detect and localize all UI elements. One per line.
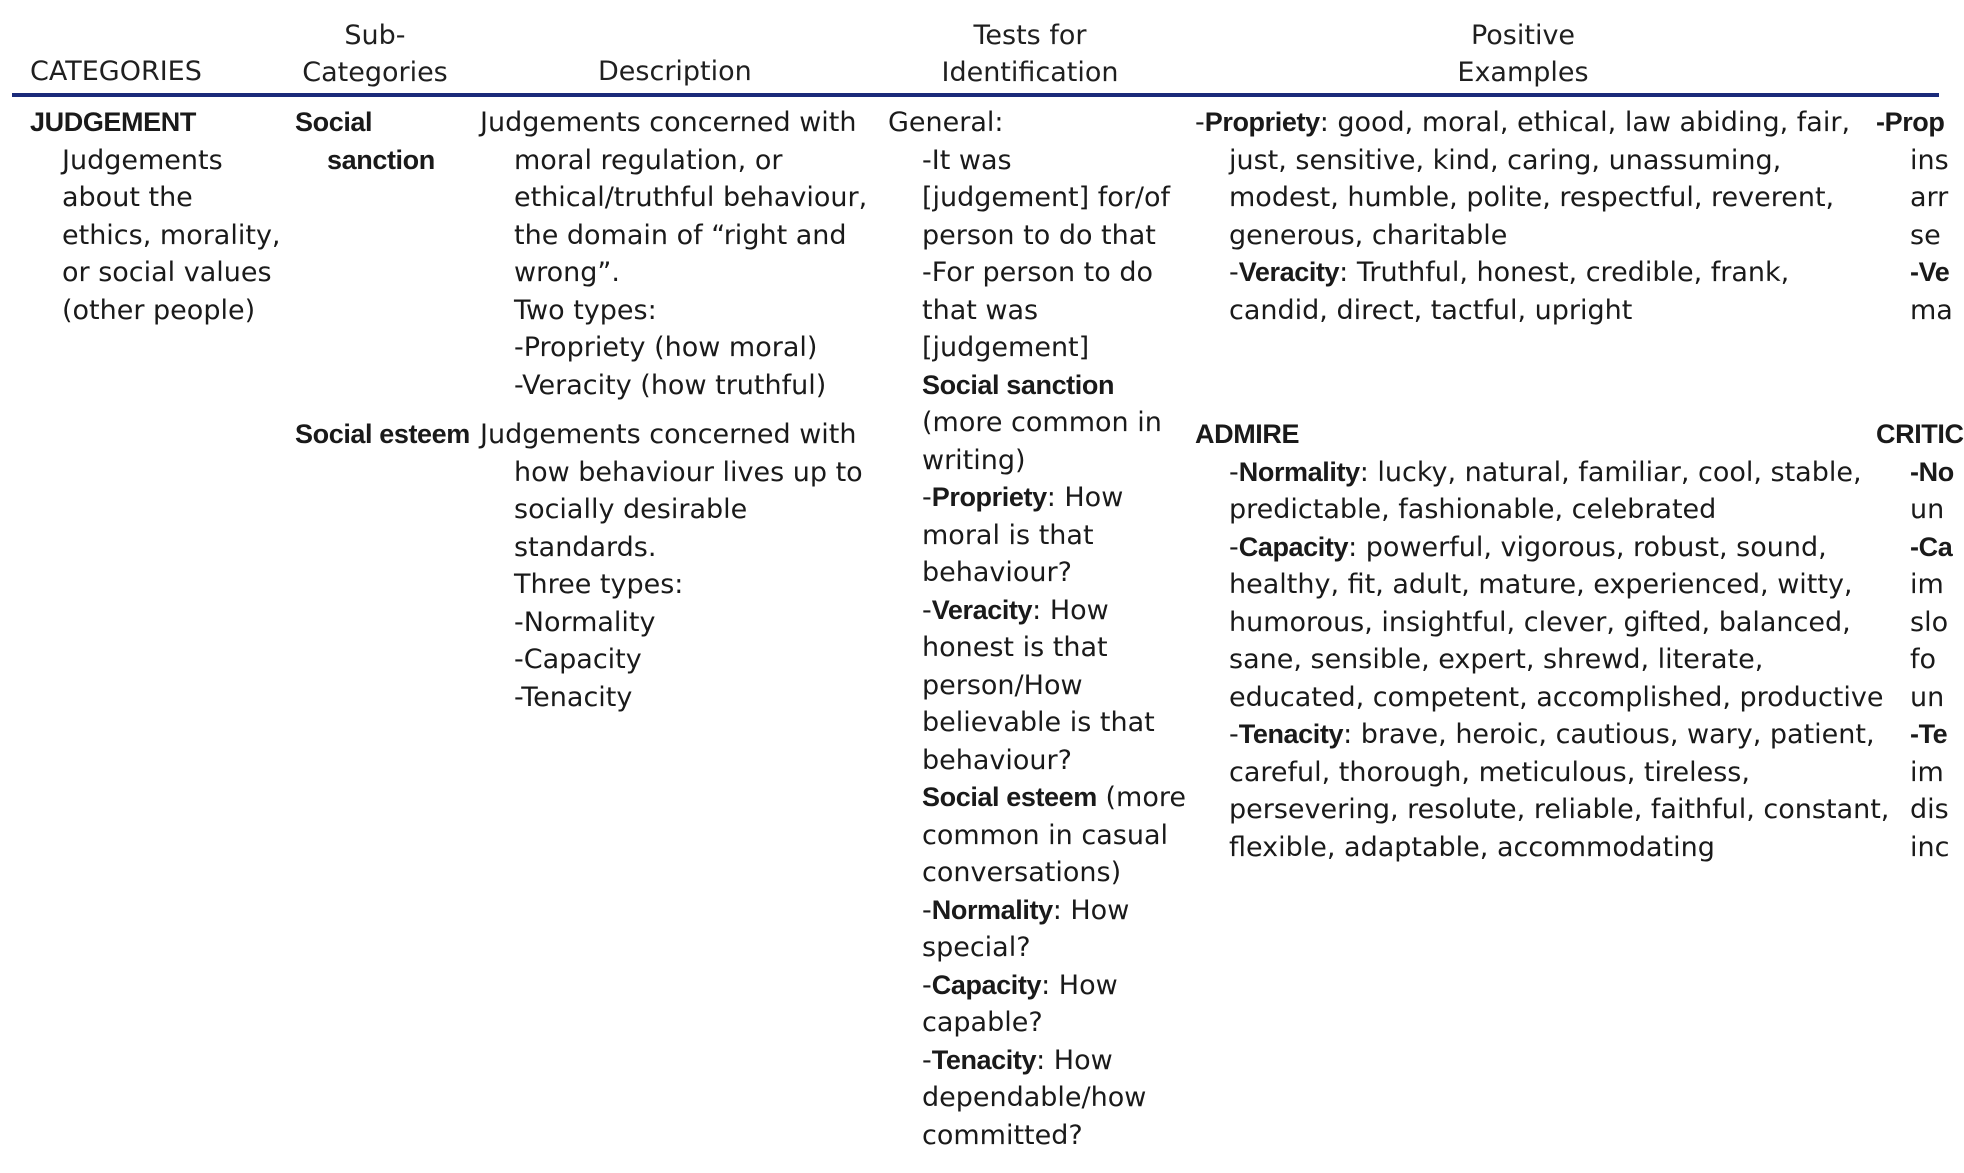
tests-cell [888,104,1186,1154]
positive-tenacity: -Tenacity: brave, heroic, cautious, wary, patient, [1229,719,1875,750]
negative-line: ma [1910,294,1953,326]
negative-propriety-fragment: -Prop [1876,107,1945,137]
negative-social-esteem [1876,416,1964,866]
tests-tenacity-text: : How [1036,1044,1113,1076]
positive-line: generous, charitable [1229,219,1508,251]
positive-normality-text: : lucky, natural, familiar, cool, stable, [1359,456,1862,488]
subcategory-sanction-line1: Social [295,107,373,137]
header-sub-line2: Categories [302,57,448,88]
negative-line: fo [1910,644,1937,675]
description-social-esteem [480,416,863,716]
header-categories: CATEGORIES [30,56,202,87]
tests-social-esteem-label: Social esteem [922,782,1097,812]
category-line: (other people) [62,294,256,326]
category-line: or social values [62,257,272,288]
negative-line: inc [1910,831,1950,863]
positive-veracity: -Veracity: Truthful, honest, credible, frank, [1229,257,1790,288]
positive-line: modest, humble, polite, respectful, reverent, [1229,182,1835,213]
negative-line: se [1910,219,1941,251]
tests-line: conversations) [922,857,1122,888]
subcategory-social-sanction [295,104,435,179]
positive-line: persevering, resolute, reliable, faithful, constant, [1229,794,1890,825]
description-line: how behaviour lives up to [514,456,863,488]
header-tests [920,17,1140,91]
tests-tenacity: -Tenacity: How [922,1044,1113,1076]
positive-line: careful, thorough, meticulous, tireless, [1229,756,1750,788]
negative-line: -No [1910,456,1954,487]
tests-line: capable? [922,1007,1043,1038]
description-line: Two types: [514,294,657,326]
tests-line: -It was [922,144,1012,176]
header-subcategories [300,17,450,91]
tests-line: moral is that [922,519,1094,551]
header-positive-examples [1423,17,1623,91]
tests-social-esteem [888,779,1186,817]
category-line: ethics, morality, [62,219,281,251]
description-social-sanction [480,104,867,404]
tests-line: dependable/how [922,1082,1147,1113]
positive-line: humorous, insightful, clever, gifted, balanced, [1229,606,1851,638]
description-line: the domain of “right and [514,219,847,251]
tests-propriety-label: Propriety [931,482,1047,512]
positive-normality: -Normality: lucky, natural, familiar, cool, stable, [1229,456,1862,488]
description-line: -Veracity (how truthful) [514,369,827,401]
description-line: Judgements concerned with [480,419,857,450]
description-line: Judgements concerned with [480,107,857,138]
positive-line: predictable, fashionable, celebrated [1229,494,1717,525]
positive-propriety-text: : good, moral, ethical, law abiding, fair, [1319,107,1851,138]
subcategory-social-esteem [295,416,470,454]
subcategory-esteem-label: Social esteem [295,419,470,449]
category-line: about the [62,182,193,213]
negative-line: -Ve [1910,257,1950,287]
tests-line: person to do that [922,219,1156,251]
tests-normality-text: : How [1052,894,1130,926]
positive-tenacity-text: : brave, heroic, cautious, wary, patient, [1343,719,1875,750]
negative-line: -Te [1910,719,1948,749]
subcategory-sanction-line2: sanction [327,144,435,175]
tests-capacity-label: Capacity [931,969,1042,1000]
negative-line: un [1910,494,1945,525]
positive-capacity: -Capacity: powerful, vigorous, robust, sound, [1229,531,1827,563]
negative-line: dis [1910,794,1949,825]
header-sub-line1: Sub- [344,20,406,51]
tests-line: common in casual [922,819,1168,851]
tests-line: behaviour? [922,744,1072,776]
description-line: socially desirable [514,494,748,525]
tests-veracity-label: Veracity [931,594,1033,625]
category-name: JUDGEMENT [30,107,196,137]
header-description: Description [598,56,752,87]
positive-capacity-label: Capacity [1238,531,1349,562]
negative-line: -Ca [1910,531,1953,562]
positive-line: flexible, adaptable, accommodating [1229,831,1715,863]
header-pos-line2: Examples [1457,57,1589,88]
negative-critic-heading: CRITIC [1876,419,1964,449]
tests-line: [judgement] for/of [922,182,1171,213]
tests-normality: -Normality: How [922,894,1130,926]
tests-line: -For person to do [922,257,1153,288]
description-line: moral regulation, or [514,144,783,176]
tests-veracity-text: : How [1032,594,1109,626]
tests-line: [judgement] [922,332,1090,363]
tests-propriety: -Propriety: How [922,482,1124,513]
negative-line: un [1910,681,1945,713]
tests-line: (more common in [922,407,1162,438]
positive-capacity-text: : powerful, vigorous, robust, sound, [1348,531,1827,563]
description-line: standards. [514,531,657,563]
negative-line: arr [1910,182,1949,213]
tests-social-sanction-label: Social sanction [922,369,1115,400]
negative-line: ins [1910,144,1949,176]
category-line: Judgements [62,144,223,176]
tests-general: General: [888,107,1004,138]
tests-line: honest is that [922,632,1108,663]
positive-line: educated, competent, accomplished, productive [1229,681,1884,713]
negative-line: slo [1910,606,1949,638]
description-line: wrong”. [514,257,620,288]
tests-line: that was [922,294,1039,326]
tests-tenacity-label: Tenacity [931,1044,1037,1075]
negative-line: im [1910,569,1944,600]
tests-line: writing) [922,444,1026,476]
positive-propriety: -Propriety: good, moral, ethical, law abiding, fair, [1195,107,1851,138]
description-line: Three types: [514,569,684,600]
positive-veracity-text: : Truthful, honest, credible, frank, [1339,257,1790,288]
positive-propriety-label: Propriety [1204,107,1320,137]
positive-tenacity-label: Tenacity [1238,719,1344,749]
positive-line: just, sensitive, kind, caring, unassuming, [1229,144,1782,176]
positive-social-esteem [1195,416,1889,866]
header-rule [12,93,1939,97]
header-tests-line1: Tests for [973,20,1087,51]
negative-line: im [1910,756,1944,788]
positive-line: sane, sensible, expert, shrewd, literate, [1229,644,1764,675]
header-pos-line1: Positive [1470,20,1576,51]
description-line: -Propriety (how moral) [514,332,818,363]
negative-social-sanction [1876,104,1953,329]
positive-line: candid, direct, tactful, upright [1229,294,1633,326]
tests-line: person/How [922,669,1083,701]
tests-line: behaviour? [922,557,1072,588]
tests-line: special? [922,932,1031,963]
tests-normality-label: Normality [931,894,1053,925]
tests-capacity-text: : How [1041,969,1118,1001]
description-line: -Tenacity [514,681,633,713]
positive-line: healthy, fit, adult, mature, experienced, witty, [1229,569,1853,600]
tests-propriety-text: : How [1046,482,1124,513]
description-line: -Normality [514,606,656,638]
tests-line: believable is that [922,707,1155,738]
tests-veracity: -Veracity: How [922,594,1109,626]
description-line: -Capacity [514,644,642,675]
positive-admire-heading: ADMIRE [1195,419,1300,449]
category-cell [30,104,281,329]
description-line: ethical/truthful behaviour, [514,182,868,213]
tests-line: committed? [922,1119,1083,1151]
positive-veracity-label: Veracity [1238,257,1340,287]
header-tests-line2: Identification [941,57,1119,88]
tests-capacity: -Capacity: How [922,969,1118,1001]
positive-normality-label: Normality [1238,456,1360,487]
positive-social-sanction [1195,104,1850,329]
tests-social-esteem-text: (more [1096,782,1186,813]
